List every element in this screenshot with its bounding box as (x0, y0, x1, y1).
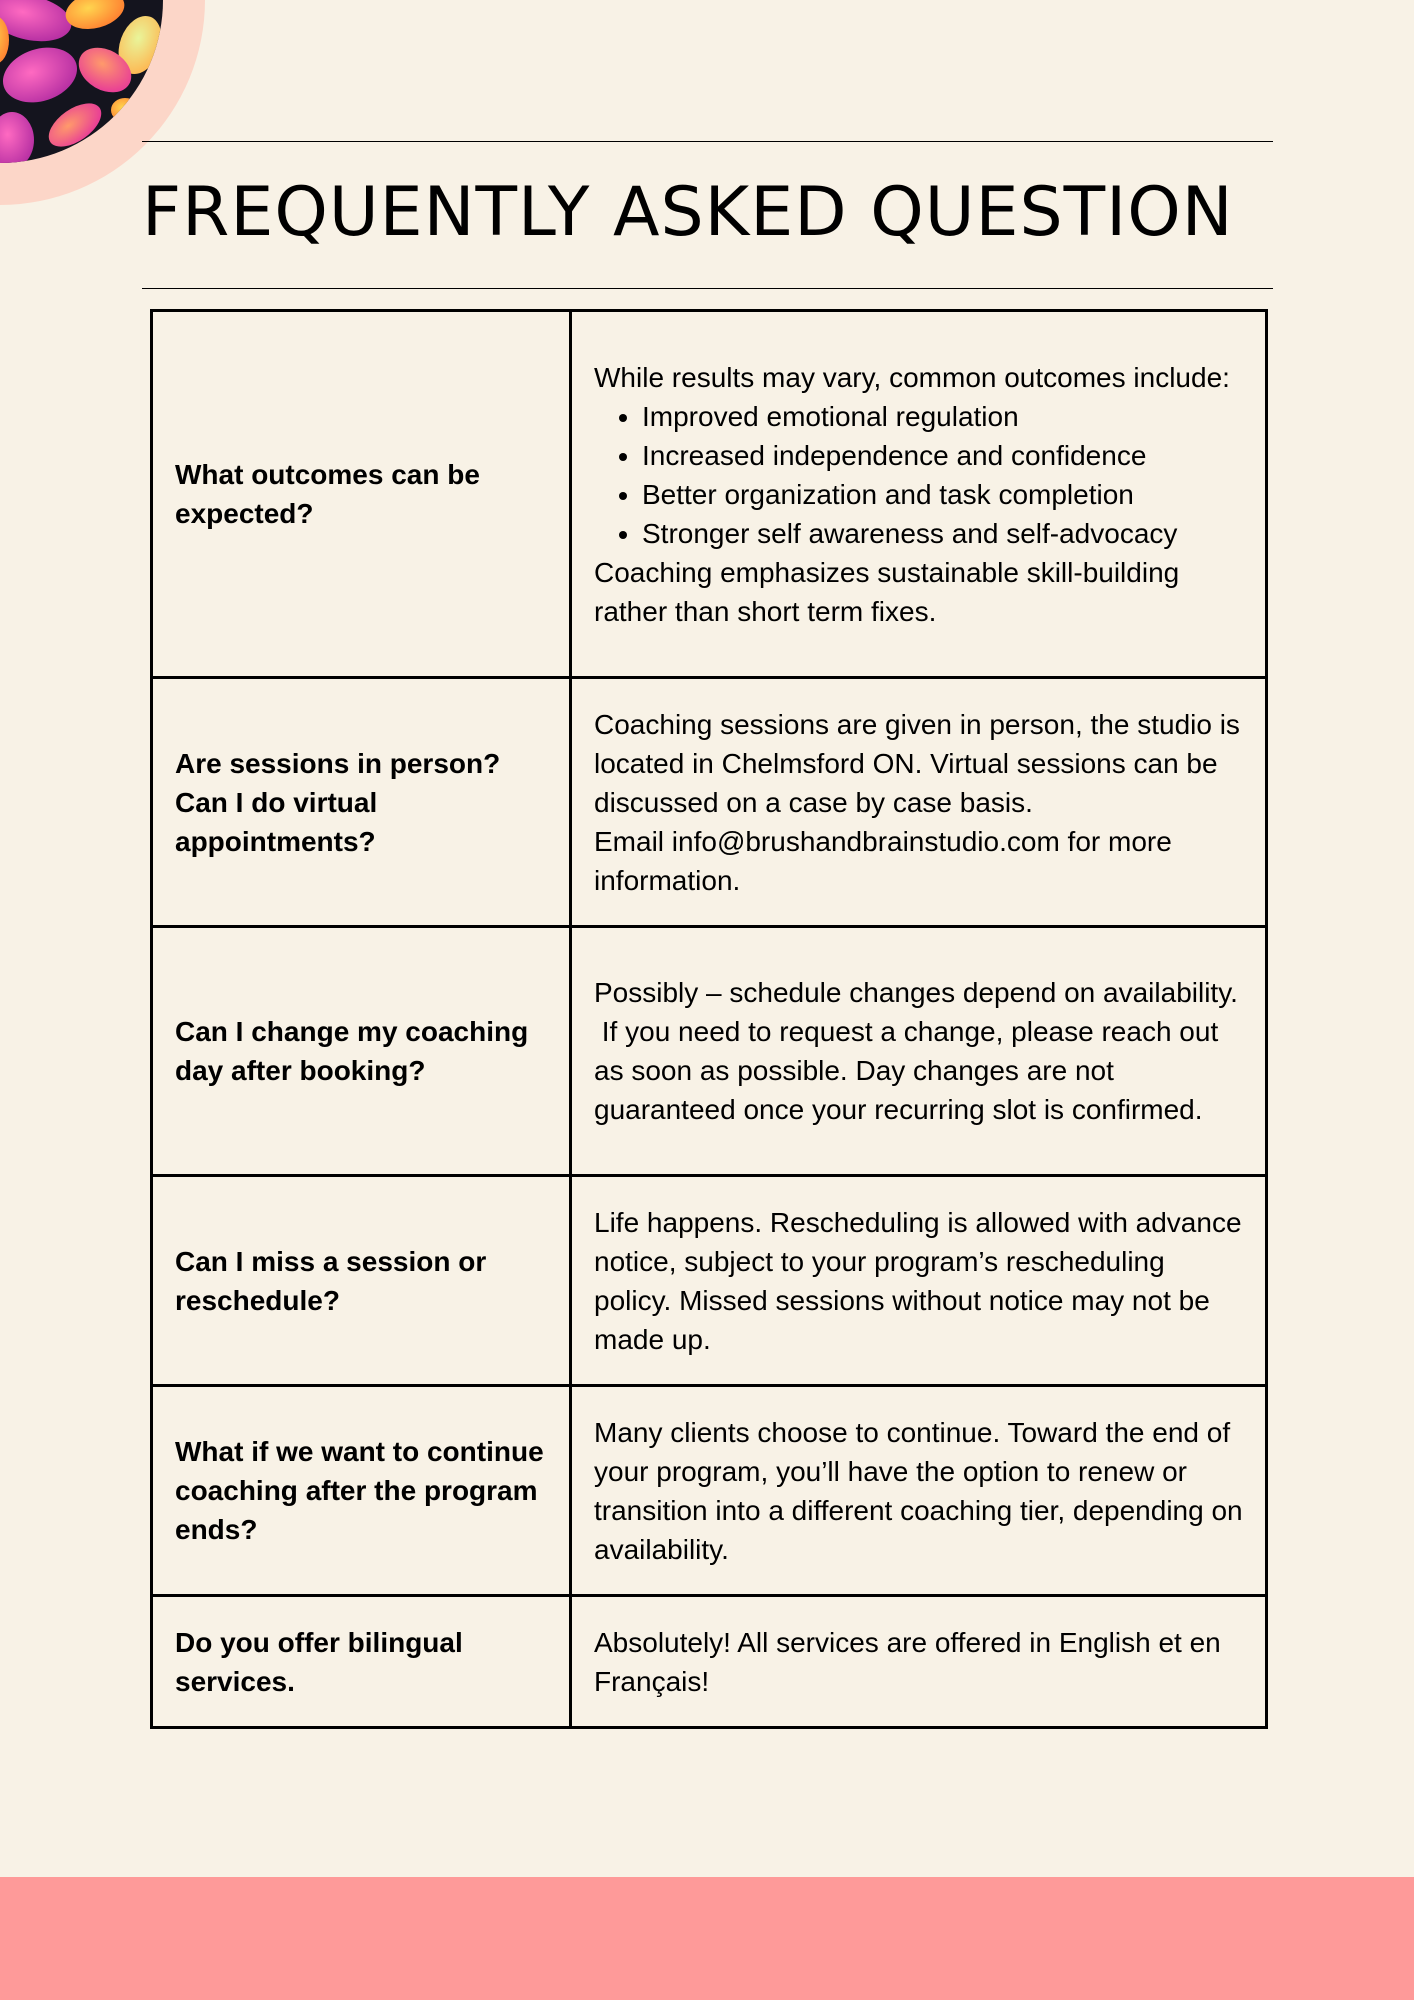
faq-answer-text: Coaching sessions are given in person, the studio is located in Chelmsford ON. Virtual sessions can be discussed on a case by case basis. (594, 708, 1240, 818)
faq-answer (571, 311, 1267, 678)
faq-row (152, 1176, 1267, 1386)
faq-answer (571, 927, 1267, 1176)
title-top-rule (142, 141, 1273, 142)
faq-answer-text: If you need to request a change, please reach out as soon as possible. Day changes are not guaranteed once your recurring slot is confirmed. (594, 1016, 1226, 1125)
list-item: • Increased independence and confidence (642, 436, 1245, 475)
page-title: FREQUENTLY ASKED QUESTION (142, 173, 1234, 252)
faq-answer-outro: Coaching emphasizes sustainable skill-building rather than short term fixes. (594, 556, 1180, 627)
faq-answer-text: Many clients choose to continue. Toward the end of your program, you’ll have the option to renew or transition into a different coaching tier, depending on availability. (594, 1416, 1243, 1565)
faq-row (152, 678, 1267, 927)
title-bottom-rule (142, 288, 1273, 289)
faq-answer-intro: While results may vary, common outcomes include: (594, 361, 1230, 393)
faq-question: What if we want to continue coaching after the program ends? (152, 1386, 571, 1596)
outcomes-list (594, 397, 1245, 553)
faq-question: Do you offer bilingual services. (152, 1596, 571, 1728)
faq-answer (571, 678, 1267, 927)
faq-row (152, 1386, 1267, 1596)
faq-answer-contact: Email info@brushandbrainstudio.com for more information. (594, 825, 1172, 896)
faq-answer (571, 1596, 1267, 1728)
faq-table (150, 309, 1268, 1729)
list-item: • Improved emotional regulation (642, 397, 1245, 436)
faq-row (152, 311, 1267, 678)
faq-answer-text: Absolutely! All services are offered in English et en Français! (594, 1626, 1221, 1697)
faq-question: Are sessions in person? Can I do virtual appointments? (152, 678, 571, 927)
faq-answer-text: Life happens. Rescheduling is allowed with advance notice, subject to your program’s rescheduling policy. Missed sessions without notice may not be made up. (594, 1206, 1242, 1355)
faq-answer (571, 1386, 1267, 1596)
faq-question: Can I miss a session or reschedule? (152, 1176, 571, 1386)
footer-band (0, 1877, 1414, 2000)
faq-question: Can I change my coaching day after booking? (152, 927, 571, 1176)
faq-question: What outcomes can be expected? (152, 311, 571, 678)
list-item: • Better organization and task completion (642, 475, 1245, 514)
faq-answer (571, 1176, 1267, 1386)
faq-answer-text: Possibly – schedule changes depend on availability. (594, 977, 1238, 1008)
faq-row (152, 927, 1267, 1176)
list-item: • Stronger self awareness and self-advocacy (642, 514, 1245, 553)
faq-row (152, 1596, 1267, 1728)
